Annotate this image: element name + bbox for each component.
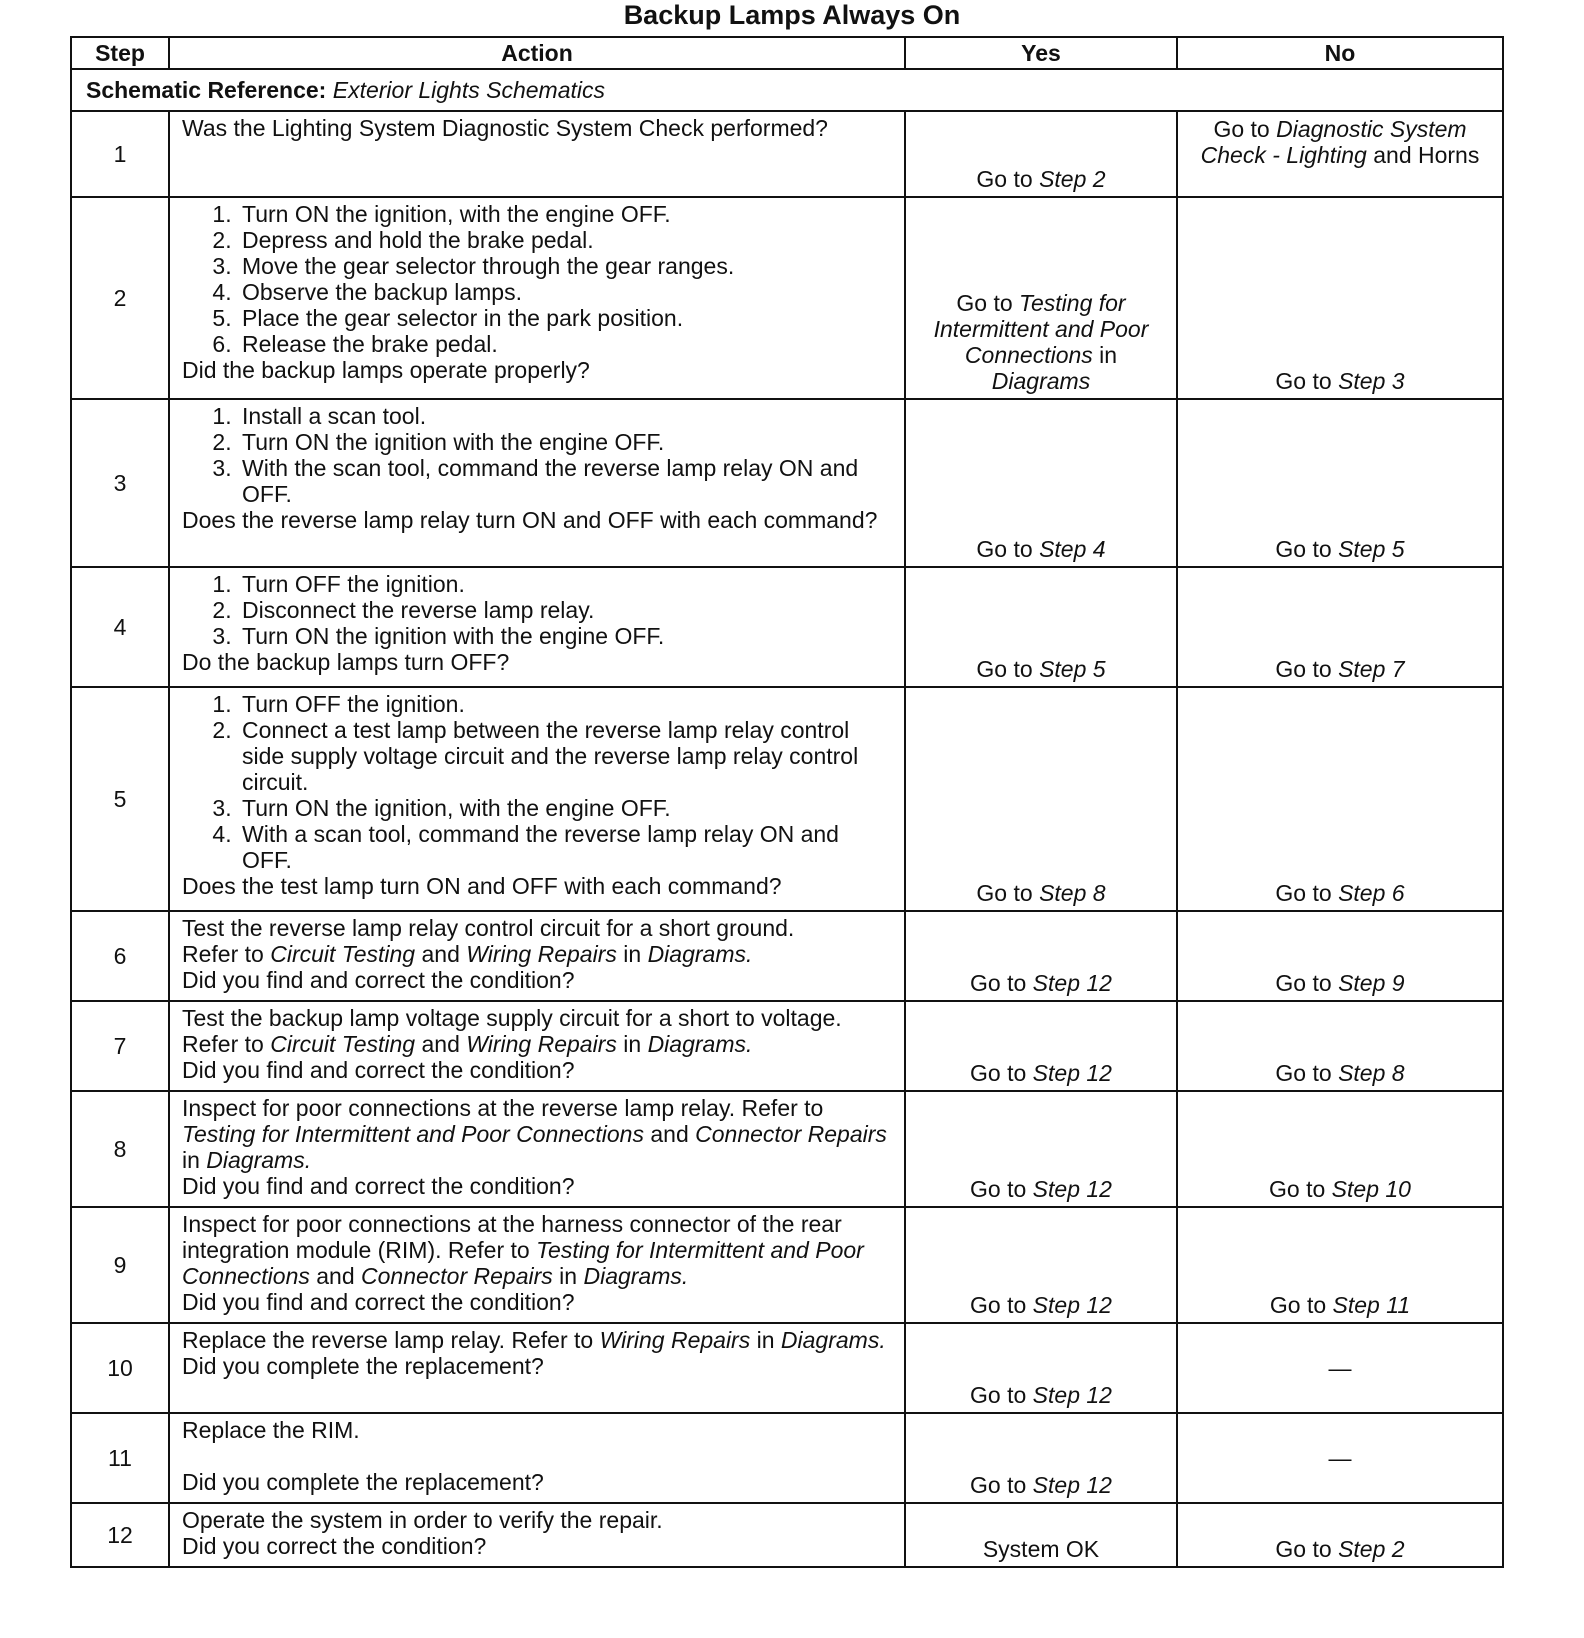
action-cell: [169, 1091, 905, 1207]
reference-line: [182, 941, 894, 967]
reference-link[interactable]: Circuit Testing: [270, 1031, 416, 1057]
go-to-text: Go to: [1275, 536, 1332, 562]
and-text: and: [421, 941, 460, 967]
no-link[interactable]: Step 8: [1338, 1060, 1405, 1086]
no-cell: [1177, 1413, 1503, 1503]
action-cell: [169, 111, 905, 197]
go-to-text: Go to: [976, 166, 1033, 192]
no-suffix-text: and Horns: [1373, 142, 1480, 168]
schematic-reference: [71, 69, 1503, 111]
go-to-text: Go to: [970, 970, 1027, 996]
go-to-text: Go to: [970, 1382, 1027, 1408]
refer-to-text: Refer to: [182, 1031, 264, 1057]
table-row: [71, 1503, 1503, 1567]
schematic-value: Exterior Lights Schematics: [332, 77, 606, 103]
question-text: Did the backup lamps operate properly?: [182, 357, 590, 383]
list-item: 1. Turn OFF the ignition.: [238, 571, 894, 597]
action-cell: [169, 399, 905, 567]
header-step: Step: [71, 37, 169, 69]
go-to-text: Go to: [976, 536, 1033, 562]
no-link[interactable]: Step 10: [1331, 1176, 1411, 1202]
go-to-text: Go to: [1275, 368, 1332, 394]
step-number: 5: [71, 687, 169, 911]
yes-link[interactable]: Step 8: [1039, 880, 1106, 906]
list-item: 2. Disconnect the reverse lamp relay.: [238, 597, 894, 623]
go-to-text: Go to: [970, 1292, 1027, 1318]
action-text: Test the backup lamp voltage supply circuit for a short to voltage.: [182, 1005, 842, 1031]
instruction-list: [182, 403, 894, 507]
in-text: in: [623, 941, 642, 967]
list-item: 1. Turn OFF the ignition.: [238, 691, 894, 717]
action-cell: [169, 1503, 905, 1567]
reference-link[interactable]: Testing for Intermittent and Poor Connections: [182, 1121, 644, 1147]
action-cell: [169, 197, 905, 399]
table-row: [71, 399, 1503, 567]
go-to-text: Go to: [1213, 116, 1270, 142]
instruction-list: [182, 201, 894, 357]
instruction-list: [182, 691, 894, 873]
spacer: [182, 1443, 894, 1469]
go-to-text: Go to: [956, 290, 1013, 316]
action-cell: [169, 1323, 905, 1413]
diagrams-link[interactable]: Diagrams.: [647, 941, 753, 967]
list-item: 2. Connect a test lamp between the reverse lamp relay control side supply voltage circuit and the reverse lamp relay control circuit.: [238, 717, 894, 795]
go-to-text: Go to: [1275, 880, 1332, 906]
reference-link[interactable]: Circuit Testing: [270, 941, 416, 967]
diagrams-link[interactable]: Diagrams.: [780, 1327, 886, 1353]
action-text: Inspect for poor connections at the reverse lamp relay. Refer to: [182, 1095, 824, 1121]
no-cell: [1177, 197, 1503, 399]
schematic-label: Schematic Reference:: [86, 77, 327, 103]
header-no: No: [1177, 37, 1503, 69]
go-to-text: Go to: [1275, 1060, 1332, 1086]
system-ok-text: System OK: [982, 1536, 1100, 1562]
yes-cell: [905, 1413, 1177, 1503]
in-text: in: [559, 1263, 578, 1289]
go-to-text: Go to: [1275, 970, 1332, 996]
yes-cell: [905, 1323, 1177, 1413]
list-item: 3. Turn ON the ignition, with the engine OFF.: [238, 795, 894, 821]
reference-link[interactable]: Wiring Repairs: [466, 1031, 617, 1057]
page-title: Backup Lamps Always On: [623, 0, 961, 30]
go-to-text: Go to: [970, 1060, 1027, 1086]
reference-link[interactable]: Wiring Repairs: [599, 1327, 751, 1353]
reference-link[interactable]: Wiring Repairs: [466, 941, 617, 967]
go-to-text: Go to: [976, 880, 1033, 906]
yes-link[interactable]: Step 12: [1032, 1176, 1112, 1202]
table-row: [71, 1323, 1503, 1413]
no-link[interactable]: Step 2: [1338, 1536, 1405, 1562]
question-text: Did you complete the replacement?: [182, 1353, 544, 1379]
action-text: Test the reverse lamp relay control circuit for a short ground.: [182, 915, 795, 941]
refer-to-text: Refer to: [182, 941, 264, 967]
list-item: 1. Turn ON the ignition, with the engine OFF.: [238, 201, 894, 227]
yes-link[interactable]: Step 2: [1039, 166, 1106, 192]
go-to-text: Go to: [970, 1472, 1027, 1498]
yes-link[interactable]: Step 5: [1039, 656, 1106, 682]
yes-link[interactable]: Step 12: [1032, 1382, 1112, 1408]
in-text: in: [623, 1031, 642, 1057]
question-text: Do the backup lamps turn OFF?: [182, 649, 510, 675]
action-cell: [169, 1207, 905, 1323]
question-text: Does the reverse lamp relay turn ON and OFF with each command?: [182, 507, 878, 533]
no-link[interactable]: Step 9: [1338, 970, 1405, 996]
header-yes: Yes: [905, 37, 1177, 69]
header-row: [71, 37, 1503, 69]
question-text: Did you find and correct the condition?: [182, 1289, 575, 1315]
and-text: and: [421, 1031, 460, 1057]
in-text: in: [182, 1147, 200, 1173]
step-number: 10: [71, 1323, 169, 1413]
no-cell: [1177, 1091, 1503, 1207]
no-link[interactable]: Step 6: [1338, 880, 1405, 906]
table-row: [71, 1413, 1503, 1503]
yes-link[interactable]: Step 12: [1032, 1060, 1112, 1086]
table-row: [71, 1001, 1503, 1091]
step-number: 1: [71, 111, 169, 197]
action-cell: [169, 911, 905, 1001]
no-link[interactable]: Step 7: [1338, 656, 1405, 682]
question-text: Did you find and correct the condition?: [182, 1057, 575, 1083]
diagrams-link[interactable]: Diagrams.: [647, 1031, 753, 1057]
and-text: and: [316, 1263, 355, 1289]
question-text: Did you complete the replacement?: [182, 1469, 544, 1495]
action-cell: [169, 567, 905, 687]
diagrams-link[interactable]: Diagrams.: [206, 1147, 312, 1173]
go-to-text: Go to: [1275, 1536, 1332, 1562]
diagrams-link[interactable]: Diagrams: [991, 368, 1091, 394]
list-item: 1. Install a scan tool.: [238, 403, 894, 429]
table-row: [71, 911, 1503, 1001]
action-cell: [169, 1001, 905, 1091]
list-item: 3. With the scan tool, command the reverse lamp relay ON and OFF.: [238, 455, 894, 507]
go-to-text: Go to: [1269, 1292, 1327, 1318]
table-row: [71, 197, 1503, 399]
table-row: [71, 1207, 1503, 1323]
action-cell: [169, 1413, 905, 1503]
go-to-text: Go to: [976, 656, 1033, 682]
list-item: 3. Move the gear selector through the gear ranges.: [238, 253, 894, 279]
no-cell: [1177, 399, 1503, 567]
question-text: Was the Lighting System Diagnostic System Check performed?: [182, 115, 828, 141]
no-link[interactable]: Step 5: [1338, 536, 1405, 562]
action-cell: [169, 687, 905, 911]
step-number: 9: [71, 1207, 169, 1323]
no-dash: —: [1328, 1355, 1352, 1381]
action-text: Replace the RIM.: [182, 1417, 360, 1443]
yes-cell: [905, 911, 1177, 1001]
list-item: 6. Release the brake pedal.: [238, 331, 894, 357]
action-text: Operate the system in order to verify the repair.: [182, 1507, 663, 1533]
action-text: Inspect for poor connections at the harness connector of the rear integration module (RIM). Refer to: [182, 1211, 842, 1263]
reference-link[interactable]: Testing for Intermittent and Poor Connections: [182, 1237, 864, 1289]
no-cell: [1177, 567, 1503, 687]
step-number: 6: [71, 911, 169, 1001]
step-number: 2: [71, 197, 169, 399]
no-cell: [1177, 911, 1503, 1001]
step-number: 12: [71, 1503, 169, 1567]
yes-cell: [905, 399, 1177, 567]
no-link[interactable]: Step 3: [1338, 368, 1405, 394]
go-to-text: Go to: [1269, 1176, 1326, 1202]
no-cell: [1177, 1001, 1503, 1091]
yes-link[interactable]: Step 12: [1032, 1472, 1112, 1498]
yes-cell: [905, 197, 1177, 399]
table-row: [71, 567, 1503, 687]
action-text: Replace the reverse lamp relay. Refer to: [182, 1327, 594, 1353]
question-text: Did you find and correct the condition?: [182, 1173, 575, 1199]
reference-link[interactable]: Connector Repairs: [695, 1121, 887, 1147]
no-cell: [1177, 1207, 1503, 1323]
question-text: Did you find and correct the condition?: [182, 967, 575, 993]
yes-link[interactable]: Step 4: [1039, 536, 1106, 562]
no-link[interactable]: Diagnostic System Check - Lighting: [1200, 116, 1467, 168]
reference-line: [182, 1031, 894, 1057]
step-number: 11: [71, 1413, 169, 1503]
diagnostic-table: [70, 36, 1504, 1568]
list-item: 3. Turn ON the ignition with the engine OFF.: [238, 623, 894, 649]
table-row: [71, 687, 1503, 911]
header-action: Action: [169, 37, 905, 69]
step-number: 7: [71, 1001, 169, 1091]
no-dash: —: [1328, 1445, 1352, 1471]
list-item: 5. Place the gear selector in the park position.: [238, 305, 894, 331]
step-number: 8: [71, 1091, 169, 1207]
instruction-list: [182, 571, 894, 649]
table-row: [71, 1091, 1503, 1207]
yes-cell: [905, 1503, 1177, 1567]
list-item: 2. Turn ON the ignition with the engine OFF.: [238, 429, 894, 455]
question-text: Does the test lamp turn ON and OFF with each command?: [182, 873, 782, 899]
in-text: in: [756, 1327, 775, 1353]
and-text: and: [650, 1121, 689, 1147]
yes-cell: [905, 1001, 1177, 1091]
no-cell: [1177, 1323, 1503, 1413]
step-number: 4: [71, 567, 169, 687]
diagrams-link[interactable]: Diagrams.: [583, 1263, 689, 1289]
yes-cell: [905, 111, 1177, 197]
table-row: [71, 111, 1503, 197]
list-item: 2. Depress and hold the brake pedal.: [238, 227, 894, 253]
yes-cell: [905, 1207, 1177, 1323]
list-item: 4. Observe the backup lamps.: [238, 279, 894, 305]
yes-link[interactable]: Step 12: [1032, 1292, 1112, 1318]
question-text: Did you correct the condition?: [182, 1533, 487, 1559]
go-to-text: Go to: [1275, 656, 1332, 682]
schematic-reference-row: [71, 69, 1503, 111]
no-cell: [1177, 687, 1503, 911]
no-link[interactable]: Step 11: [1332, 1292, 1411, 1318]
go-to-text: Go to: [970, 1176, 1027, 1202]
no-cell: [1177, 1503, 1503, 1567]
yes-cell: [905, 687, 1177, 911]
step-number: 3: [71, 399, 169, 567]
list-item: 4. With a scan tool, command the reverse lamp relay ON and OFF.: [238, 821, 894, 873]
yes-cell: [905, 1091, 1177, 1207]
yes-link[interactable]: Testing for Intermittent and Poor Connections: [933, 290, 1149, 368]
reference-link[interactable]: Connector Repairs: [361, 1263, 553, 1289]
in-text: in: [1099, 342, 1118, 368]
no-cell: [1177, 111, 1503, 197]
yes-link[interactable]: Step 12: [1032, 970, 1112, 996]
yes-cell: [905, 567, 1177, 687]
